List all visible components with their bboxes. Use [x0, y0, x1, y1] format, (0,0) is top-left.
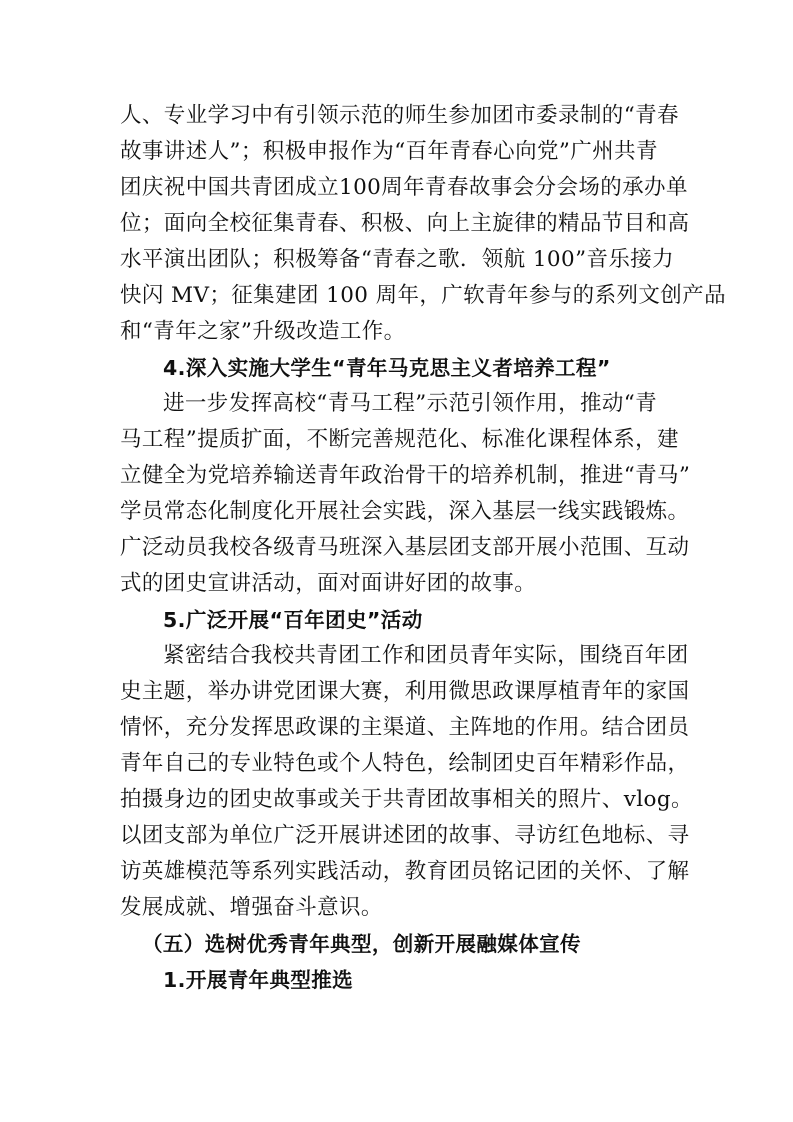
text-line: 和“青年之家”升级改造工作。: [120, 319, 406, 344]
heading-5-league-history: 5.广泛开展“百年团史”活动: [163, 608, 423, 632]
section-5-heading: （五）选树优秀青年典型，创新开展融媒体宣传: [142, 932, 581, 956]
text-line: 紧密结合我校共青团工作和团员青年实际，围绕百年团: [163, 643, 689, 668]
text-line: 位；面向全校征集青春、积极、向上主旋律的精品节目和高: [120, 211, 690, 236]
paragraph-youth-stories: [120, 98, 726, 350]
text-line: 式的团史宣讲活动，面对面讲好团的故事。: [120, 571, 537, 596]
text-line: 进一步发挥高校“青马工程”示范引领作用，推动“青: [163, 391, 658, 416]
text-line: 故事讲述人”；积极申报作为“百年青春心向党”广州共青: [120, 139, 658, 164]
heading-1-youth-selection: 1.开展青年典型推选: [163, 968, 354, 992]
text-line: 情怀，充分发挥思政课的主渠道、主阵地的作用。结合团员: [120, 715, 690, 740]
text-line: 史主题，举办讲党团课大赛，利用微思政课厚植青年的家国: [120, 679, 690, 704]
text-line: 立健全为党培养输送青年政治骨干的培养机制，推进“青马”: [120, 463, 691, 488]
heading-4-youth-marxist-program: 4.深入实施大学生“青年马克思主义者培养工程”: [163, 356, 611, 380]
text-line: 马工程”提质扩面，不断完善规范化、标准化课程体系，建: [120, 427, 679, 452]
text-line: 团庆祝中国共青团成立100周年青春故事会分会场的承办单: [120, 175, 688, 200]
text-line: 青年自己的专业特色或个人特色，绘制团史百年精彩作品，: [120, 751, 690, 776]
document-body: [120, 98, 726, 998]
text-line: 人、专业学习中有引领示范的师生参加团市委录制的“青春: [120, 103, 679, 128]
paragraph-league-history-activities: [120, 638, 693, 926]
text-line: 访英雄模范等系列实践活动，教育团员铭记团的关怀、了解: [120, 859, 690, 884]
text-line: 以团支部为单位广泛开展讲述团的故事、寻访红色地标、寻: [120, 823, 690, 848]
paragraph-qingma-project: [120, 386, 691, 602]
text-line: 发展成就、增强奋斗意识。: [120, 895, 383, 920]
text-line: 拍摄身边的团史故事或关于共青团故事相关的照片、vlog。: [120, 787, 693, 812]
text-line: 快闪 MV；征集建团 100 周年，广软青年参与的系列文创产品: [120, 283, 726, 308]
text-line: 广泛动员我校各级青马班深入基层团支部开展小范围、互动: [120, 535, 690, 560]
text-line: 学员常态化制度化开展社会实践，深入基层一线实践锻炼。: [120, 499, 690, 524]
text-line: 水平演出团队；积极筹备“青春之歌．领航 100”音乐接力: [120, 247, 675, 272]
